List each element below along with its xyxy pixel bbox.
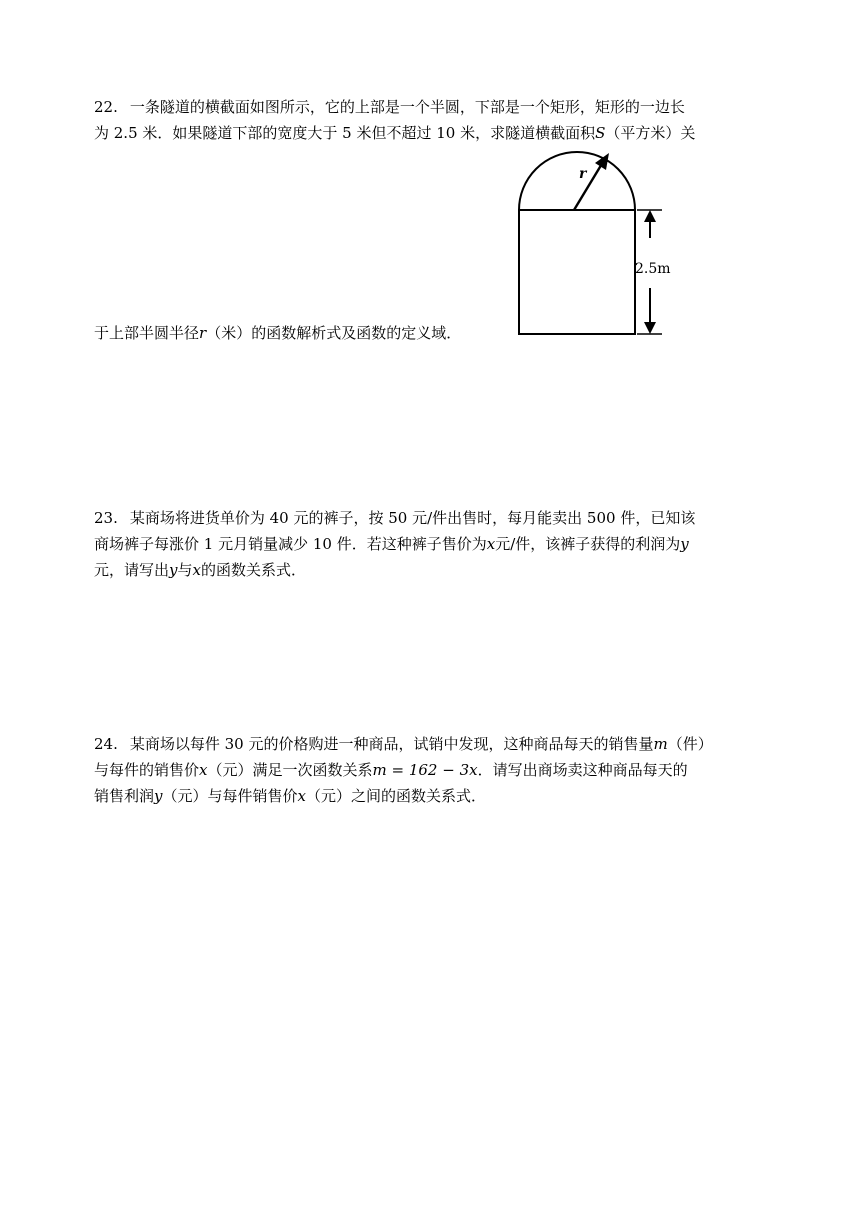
problem-22-number: 22. bbox=[94, 98, 118, 116]
semicircle-top bbox=[519, 152, 635, 210]
problem-23 bbox=[94, 508, 770, 588]
radius-label: r bbox=[579, 166, 587, 182]
problem-23-line-3: 元，请写出y与x的函数关系式． bbox=[94, 561, 306, 579]
problem-23-line-1: 23. 某商场将进货单价为 40 元的裤子，按 50 元/件出售时，每月能卖出 500 件，已知该 bbox=[94, 509, 696, 527]
variable-r: r bbox=[199, 324, 207, 342]
variable-m: m bbox=[653, 735, 668, 753]
problem-24 bbox=[94, 734, 770, 814]
problem-23-number: 23. bbox=[94, 509, 118, 527]
problem-23-line-2: 商场裤子每涨价 1 元月销量减少 10 件．若这种裤子售价为x元/件，该裤子获得的利润为y bbox=[94, 535, 689, 553]
height-arrowhead-up bbox=[644, 210, 656, 222]
height-arrowhead-down bbox=[644, 322, 656, 334]
variable-x: x bbox=[486, 535, 496, 553]
problem-24-number: 24. bbox=[94, 735, 118, 753]
equation: m = 162 − 3x bbox=[372, 761, 478, 779]
problem-24-line-1: 24. 某商场以每件 30 元的价格购进一种商品，试销中发现，这种商品每天的销售量m（件） bbox=[94, 735, 713, 753]
tunnel-cross-section-figure bbox=[517, 150, 677, 340]
variable-S: S bbox=[595, 124, 606, 142]
variable-x: x bbox=[192, 561, 201, 579]
variable-y: y bbox=[169, 561, 178, 579]
variable-y: y bbox=[154, 787, 163, 805]
problem-24-line-2: 与每件的销售价x（元）满足一次函数关系m = 162 − 3x．请写出商场卖这种商品每天的 bbox=[94, 761, 688, 779]
variable-x: x bbox=[297, 787, 306, 805]
problem-22-line-2: 为 2.5 米．如果隧道下部的宽度大于 5 米但不超过 10 米，求隧道横截面积S（平方米）关 bbox=[94, 124, 696, 142]
variable-y: y bbox=[680, 535, 689, 553]
problem-22-line-1: 22. 一条隧道的横截面如图所示，它的上部是一个半圆，下部是一个矩形，矩形的一边长 bbox=[94, 98, 685, 116]
variable-x: x bbox=[199, 761, 208, 779]
rectangle-bottom bbox=[519, 210, 635, 334]
problem-22 bbox=[94, 97, 770, 357]
height-label: 2.5m bbox=[635, 261, 671, 277]
problem-22-line-3: 于上部半圆半径r（米）的函数解析式及函数的定义域． bbox=[94, 324, 462, 342]
problem-24-line-3: 销售利润y（元）与每件销售价x（元）之间的函数关系式． bbox=[94, 787, 486, 805]
